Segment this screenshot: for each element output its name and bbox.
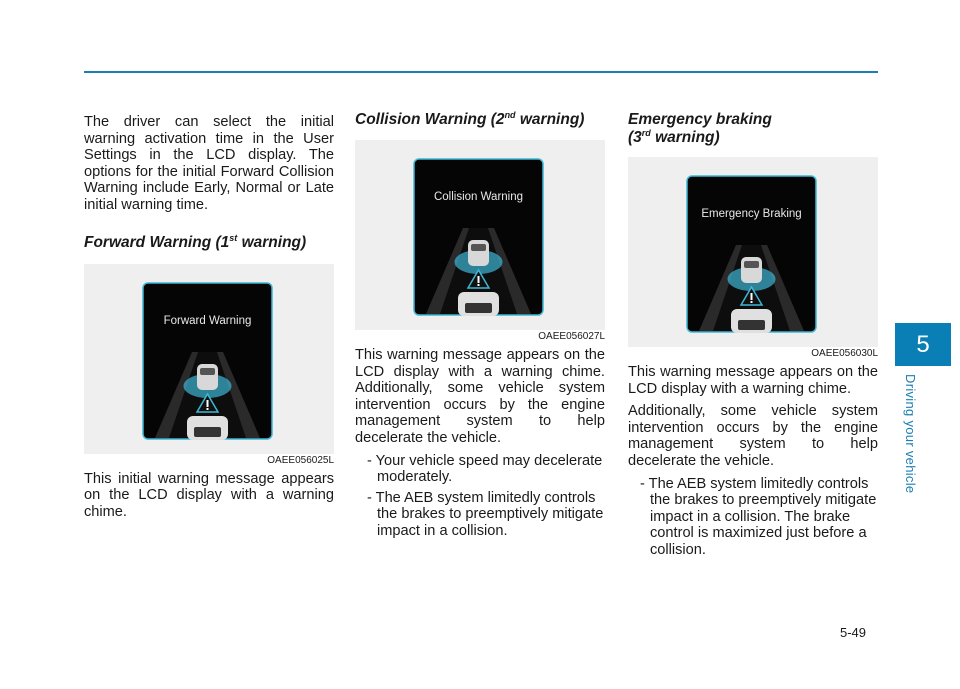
figure-code: OAEE056025L xyxy=(267,454,334,466)
header-rule xyxy=(84,71,878,73)
bullet-item: - The AEB system limitedly controls the brakes to preemptively mitigate impact in a collision. The brake control is maximized just before a collision. xyxy=(640,475,877,558)
lcd-screen xyxy=(686,175,817,333)
front-car-icon xyxy=(197,364,218,390)
chapter-tab[interactable]: 5 xyxy=(895,323,951,366)
figure-collision-warning xyxy=(355,140,605,330)
figure-forward-warning xyxy=(84,264,334,454)
bullet-item: - The AEB system limitedly controls the brakes to preemptively mitigate impact in a collision. xyxy=(367,489,604,539)
body-text: Additionally, some vehicle system intervention occurs by the engine management system to help decelerate the vehicle. xyxy=(628,403,878,469)
heading-sup: st xyxy=(229,232,238,243)
figure-emergency-braking xyxy=(628,157,878,347)
column-1 xyxy=(84,114,334,526)
heading-forward-warning xyxy=(84,234,334,252)
lcd-screen xyxy=(413,158,544,316)
figure-code: OAEE056027L xyxy=(538,331,605,342)
body-text: This warning message appears on the LCD display with a warning chime. xyxy=(628,364,878,397)
heading-collision-warning xyxy=(355,111,605,129)
heading-text: Forward Warning (1 xyxy=(84,233,230,251)
screen-message: Forward Warning xyxy=(163,314,252,327)
heading-text: Collision Warning (2 xyxy=(355,111,505,128)
heading-tail: warning) xyxy=(237,233,307,251)
lcd-screen xyxy=(142,282,273,440)
heading-text-2: (3 xyxy=(628,129,642,146)
page-number: 5-49 xyxy=(840,625,867,640)
chapter-title: Driving your vehicle xyxy=(903,374,918,494)
heading-tail: warning) xyxy=(650,129,720,146)
front-car-icon xyxy=(468,240,489,266)
heading-text: Emergency braking xyxy=(628,111,772,128)
heading-sup: rd xyxy=(641,127,651,138)
column-3 xyxy=(628,111,878,563)
figure-code: OAEE056030L xyxy=(811,348,878,359)
column-2 xyxy=(355,111,605,544)
heading-emergency-braking xyxy=(628,111,878,147)
intro-text: The driver can select the initial warning activation time in the User Settings in the LCD display. The options for the initial Forward Collision Warning include Early, Normal or Late initial warning time. xyxy=(84,114,334,213)
front-car-icon xyxy=(741,257,762,283)
screen-message: Emergency Braking xyxy=(701,208,802,220)
bullet-item: - Your vehicle speed may decelerate moderately. xyxy=(367,452,603,486)
heading-sup: nd xyxy=(504,109,516,120)
body-text: This warning message appears on the LCD display with a warning chime. Additionally, some vehicle system intervention occurs by the engine management system to help decelerate the vehicle. xyxy=(355,347,605,446)
screen-message: Collision Warning xyxy=(433,191,524,203)
body-text: This initial warning message appears on the LCD display with a warning chime. xyxy=(84,470,334,520)
heading-tail: warning) xyxy=(515,111,585,128)
